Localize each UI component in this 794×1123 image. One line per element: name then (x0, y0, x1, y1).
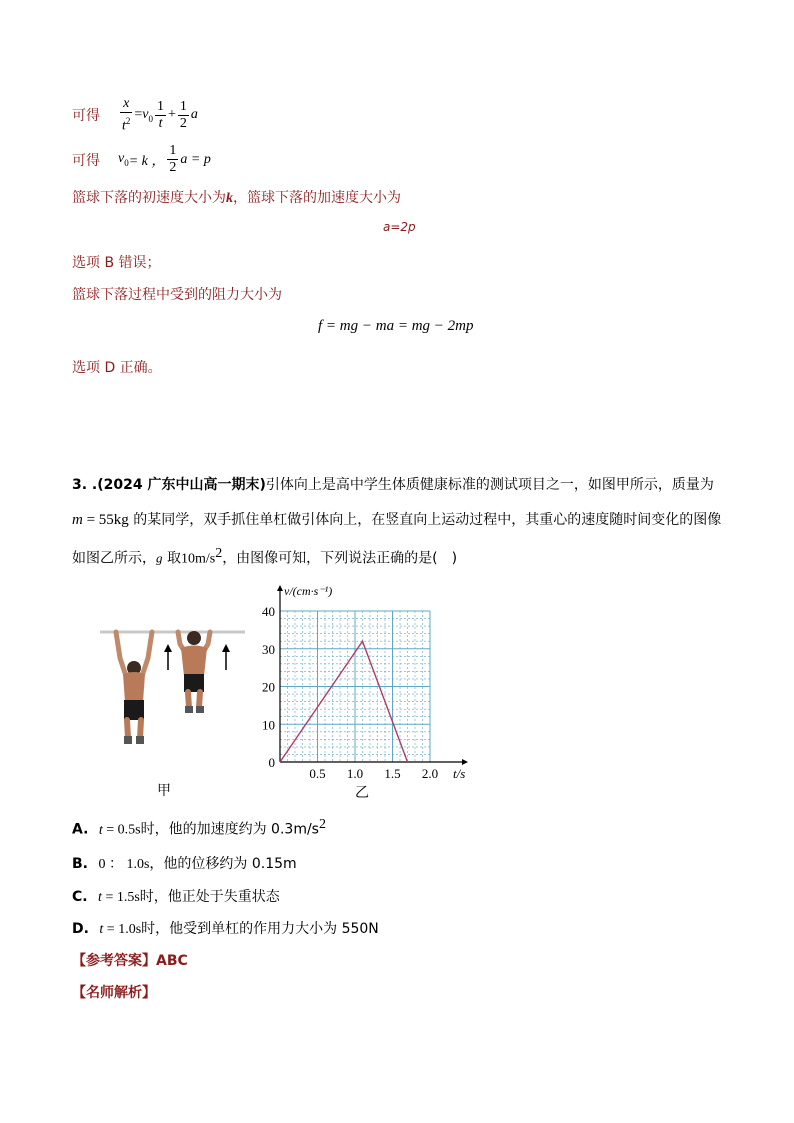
take-text: 取 (162, 550, 181, 567)
text-b: ，篮球下落的加速度大小为 (233, 190, 401, 206)
question-text-3: 如图乙所示， (72, 550, 156, 567)
answer-line (72, 950, 188, 970)
up-arrow-left-icon (164, 644, 172, 670)
equation-line-1 (72, 96, 198, 135)
option-label: B. (72, 856, 88, 872)
text-a: 篮球下落的初速度大小为 (72, 190, 226, 206)
y-tick-label: 0 (268, 755, 275, 770)
velocity-time-chart (255, 576, 470, 782)
figure-label-jia: 甲 (157, 783, 171, 799)
up-arrow-right-icon (222, 644, 230, 670)
exponent: 2 (125, 116, 131, 126)
option-value: = 1.0s (103, 922, 142, 937)
x-axis-label: t/s (453, 766, 466, 781)
option-value: = 1.5s (101, 890, 140, 905)
mass-symbol: m (72, 512, 83, 528)
option-var: t (98, 890, 102, 905)
equals-k: = k ， (128, 153, 166, 169)
option-var: t (98, 822, 103, 838)
centered-formula-resistance: f = mg − ma = mg − 2mp (318, 318, 474, 334)
option-text: 时，他的加速度约为 0.3m/s (140, 821, 319, 838)
x-tick-label: 2.0 (421, 766, 439, 781)
option-exponent: 2 (318, 817, 326, 832)
numerator: 1 (169, 143, 177, 158)
option-d[interactable] (72, 918, 379, 938)
equals-sign: = (134, 107, 143, 123)
person-raised (178, 631, 210, 713)
text-line-3 (72, 187, 401, 207)
analysis-label: 【名师解析】 (72, 985, 156, 1001)
option-a[interactable] (72, 817, 326, 839)
y-axis-label: v/(cm·s⁻¹) (284, 584, 333, 598)
option-value: 1.0s (122, 857, 150, 872)
text-line-8: 选项 D 正确。 (72, 360, 162, 376)
fraction-x-over-t2 (120, 96, 132, 135)
fraction-1-over-t (155, 99, 166, 132)
y-axis-arrow-icon (277, 585, 283, 591)
denominator: 2 (169, 160, 177, 175)
a-equals-p: a = p (180, 151, 211, 167)
pullup-illustration (100, 618, 245, 753)
centered-formula-a2p: a=2p (383, 220, 416, 234)
g-value: 10m/s (180, 551, 216, 567)
text-line-5: 选项 B 错误； (72, 255, 161, 271)
option-text: 时，他受到单杠的作用力大小为 550N (141, 921, 379, 937)
v0-symbol: v (118, 151, 125, 167)
equation-line-2 (72, 143, 211, 176)
x-axis-arrow-icon (462, 759, 468, 765)
option-value: = 0.5s (102, 822, 141, 838)
k-symbol: k (226, 191, 233, 206)
denominator: 2 (179, 115, 187, 131)
answer-value: ABC (156, 953, 188, 969)
question-line-1 (72, 474, 732, 494)
mass-value: = 55kg (82, 512, 129, 528)
option-b[interactable] (72, 853, 297, 873)
plus-sign: + (168, 107, 176, 123)
numerator: 1 (157, 98, 165, 114)
lead-text: 可得 (72, 152, 100, 169)
option-label: D. (72, 921, 89, 937)
option-text: 时，他正处于失重状态 (139, 889, 280, 905)
option-var: 0 ： (98, 857, 123, 872)
x-tick-label: 1.5 (384, 766, 401, 781)
y-tick-label: 20 (262, 679, 275, 695)
question-number: 3. . (72, 477, 98, 493)
v0-symbol: v (142, 106, 149, 122)
option-label: C. (72, 889, 88, 905)
x-tick-label: 0.5 (309, 766, 326, 781)
y-tick-label: 40 (262, 604, 275, 619)
x-tick-label: 1.0 (346, 766, 364, 781)
lead-text: 可得 (72, 108, 100, 125)
g-exponent: 2 (215, 546, 223, 561)
question-line-3 (72, 546, 732, 568)
option-c[interactable] (72, 886, 280, 906)
numerator: x (120, 96, 132, 113)
question-text-1: 引体向上是高中学生体质健康标准的测试项目之一，如图甲所示，质量为 (265, 477, 714, 493)
denominator: t (122, 118, 126, 134)
numerator: 1 (179, 98, 187, 114)
y-tick-label: 10 (262, 717, 275, 733)
y-tick-label: 30 (262, 641, 275, 657)
question-text-2: 的某同学，双手抓住单杠做引体向上，在竖直向上运动过程中，其重心的速度随时间变化的图像 (128, 512, 722, 528)
option-var: t (99, 922, 104, 937)
question-source: (2024 广东中山高一期末) (97, 477, 266, 493)
g-symbol: g (156, 550, 163, 566)
question-line-2 (72, 509, 742, 529)
a-symbol: a (190, 107, 198, 123)
person-hanging (116, 632, 152, 744)
question-text-4: ，由图像可知，下列说法正确的是( ) (222, 550, 458, 567)
fraction-1-over-2 (167, 143, 178, 176)
fraction-1-over-2 (178, 99, 189, 132)
denominator: t (158, 115, 163, 131)
v0-subscript: 0 (124, 157, 129, 168)
option-text: ，他的位移约为 0.15m (149, 856, 297, 872)
text-line-6: 篮球下落过程中受到的阻力大小为 (72, 287, 282, 303)
answer-label: 【参考答案】 (72, 953, 156, 969)
figure-label-yi: 乙 (355, 785, 369, 801)
option-label: A. (72, 821, 89, 838)
v0-subscript: 0 (148, 113, 154, 124)
